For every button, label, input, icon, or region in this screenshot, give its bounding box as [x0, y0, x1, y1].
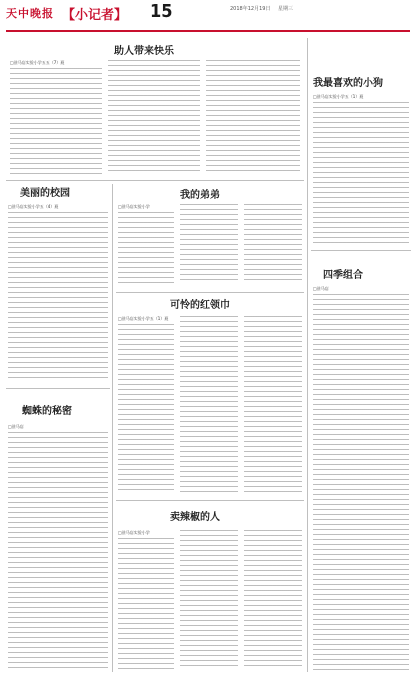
body-text: [108, 60, 200, 174]
body-text: [313, 102, 409, 244]
body-text: [244, 316, 302, 492]
byline: □驻马店: [8, 424, 24, 429]
headline: 四季组合: [323, 270, 363, 281]
headline: 美丽的校园: [20, 188, 70, 199]
article-helping-others: [6, 38, 304, 178]
article-four-seasons: [311, 254, 411, 674]
body-text: [118, 538, 174, 670]
body-text: [206, 60, 300, 174]
article-red-scarf: [116, 296, 304, 496]
issue-weekday: 星期三: [278, 6, 294, 12]
article-beautiful-campus: [6, 184, 110, 384]
headline: 蜘蛛的秘密: [22, 406, 72, 417]
issue-date: 2018年12月19日: [230, 6, 271, 12]
headline: 助人带来快乐: [114, 46, 174, 57]
body-text: [8, 212, 108, 380]
newspaper-logo: 天中晚报: [6, 7, 54, 20]
byline: □驻马店实验小学: [118, 204, 150, 209]
headline: 我的弟弟: [180, 190, 220, 201]
body-text: [8, 432, 108, 668]
body-text: [313, 294, 409, 670]
divider: [311, 250, 411, 251]
byline: □驻马店实验小学五五（7）班: [10, 60, 65, 65]
body-text: [180, 204, 238, 284]
page-number: 15: [150, 1, 173, 22]
body-text: [118, 324, 174, 492]
divider: [6, 180, 304, 181]
body-text: [10, 68, 102, 174]
divider: [116, 500, 304, 501]
headline: 我最喜欢的小狗: [313, 78, 383, 89]
column-rule: [307, 38, 308, 672]
section-title: 【小记者】: [62, 8, 128, 23]
divider: [116, 292, 304, 293]
body-text: [118, 212, 174, 284]
headline: 可怜的红领巾: [170, 300, 230, 311]
column-rule: [112, 184, 113, 672]
article-chili-seller: [116, 504, 304, 674]
divider: [6, 388, 110, 389]
body-text: [244, 204, 302, 284]
masthead: [0, 0, 415, 34]
byline: □驻马店实验小学: [118, 530, 150, 535]
body-text: [180, 316, 238, 492]
headline: 卖辣椒的人: [170, 512, 220, 523]
masthead-rule: [6, 30, 410, 32]
byline: □驻马店实验小学五（1）班: [118, 316, 169, 321]
article-favorite-puppy: [311, 38, 411, 248]
body-text: [180, 530, 238, 670]
issue-meta: [230, 5, 410, 13]
article-my-brother: [116, 184, 304, 288]
article-spider-secret: [6, 392, 110, 674]
byline: □驻马店实验小学五（4）班: [8, 204, 59, 209]
body-text: [244, 530, 302, 670]
byline: □驻马店: [313, 286, 329, 291]
byline: □驻马店实验小学五（1）班: [313, 94, 364, 99]
